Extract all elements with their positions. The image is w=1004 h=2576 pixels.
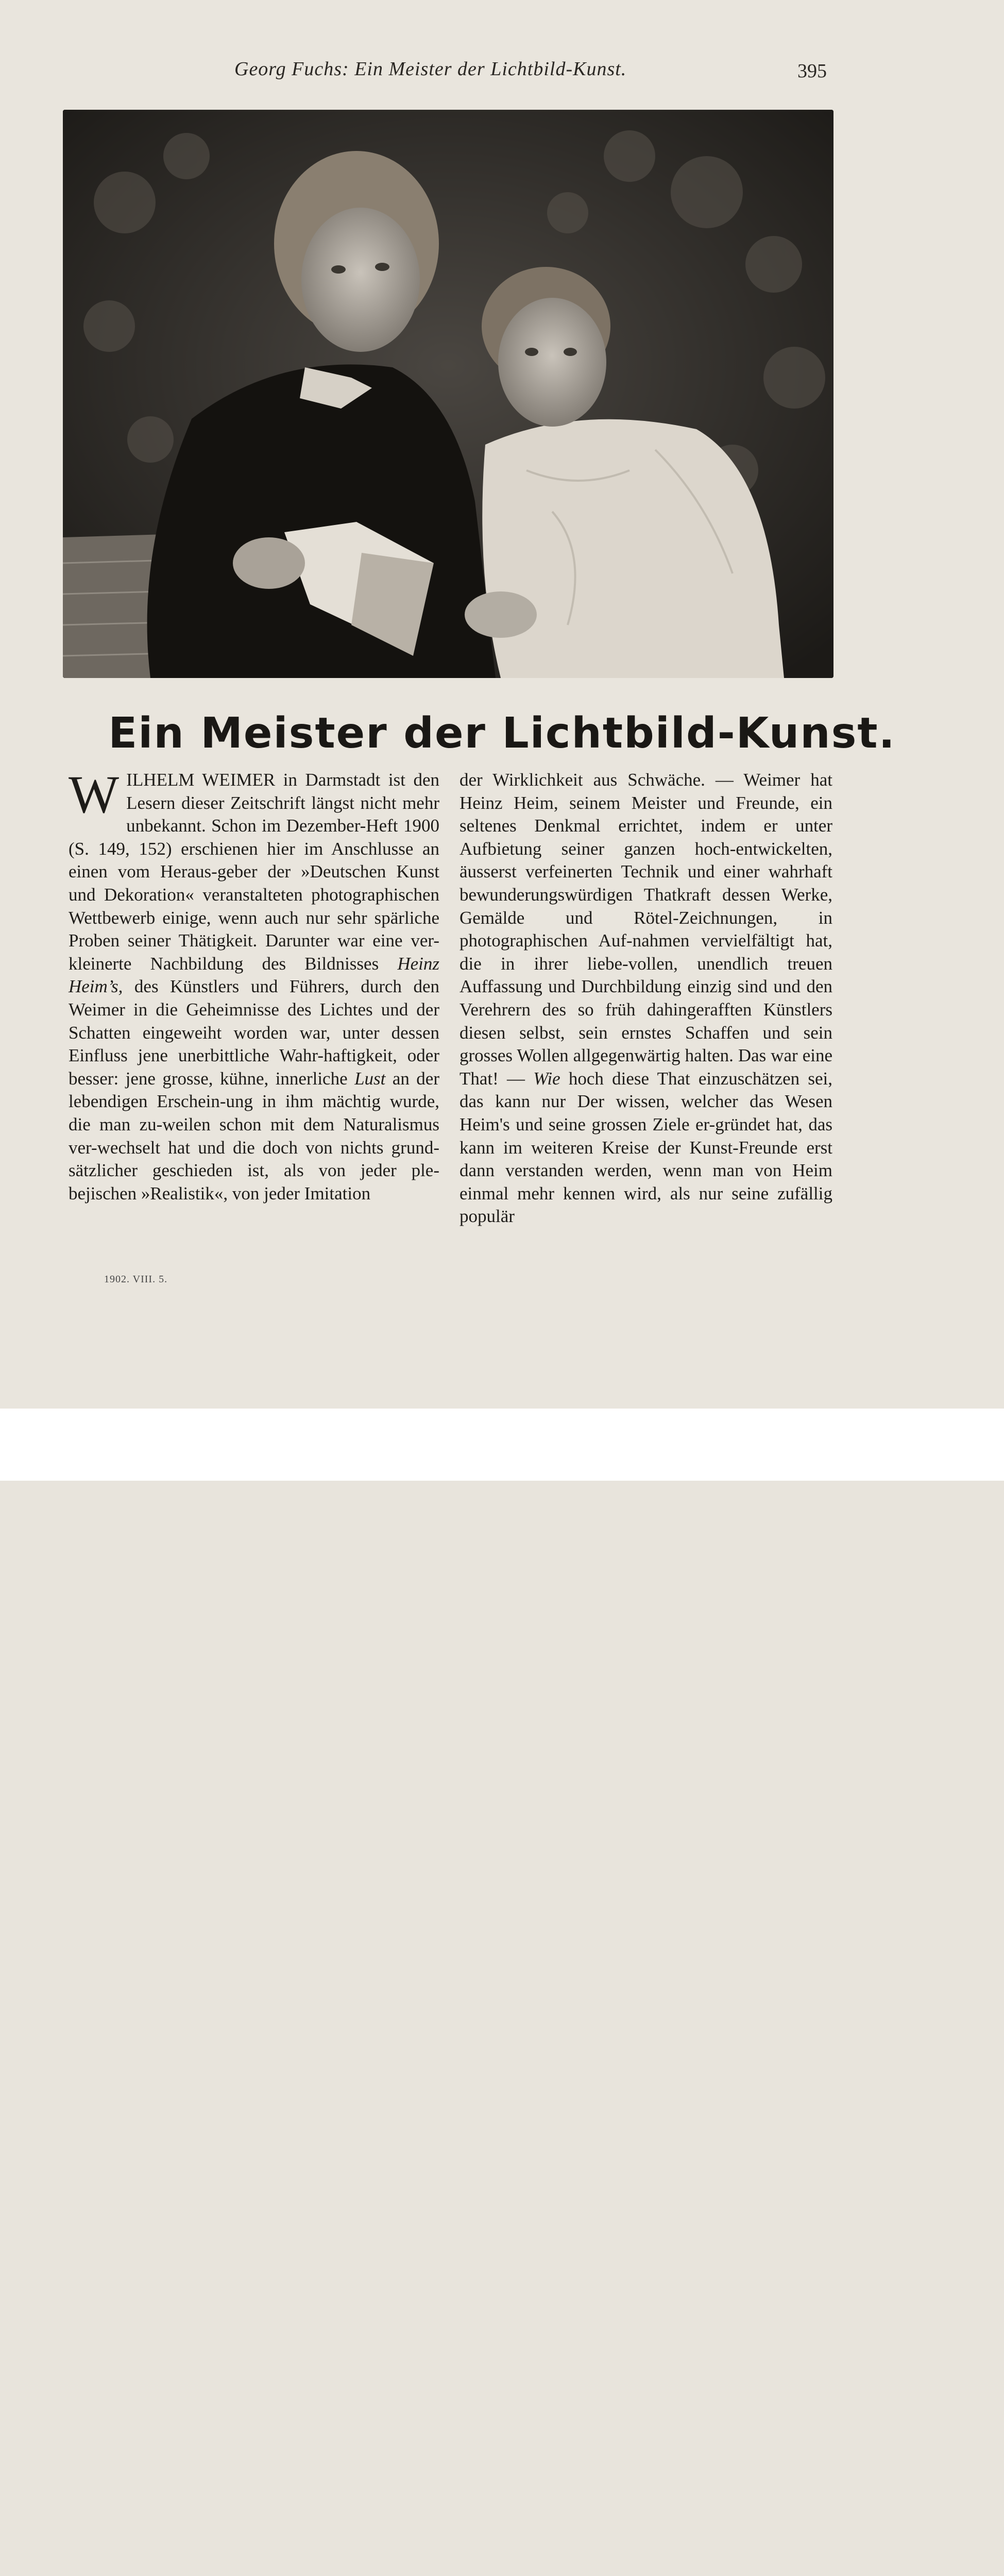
italic-word: Lust [354,1068,386,1089]
running-header: Georg Fuchs: Ein Meister der Lichtbild-Kunst. [234,58,627,80]
article-title: Ein Meister der Lichtbild-Kunst. [108,709,896,758]
italic-name: Heinz Heim’s, [69,953,439,997]
paragraph [460,769,832,1228]
paragraph [69,765,439,1205]
portrait-photograph [63,110,833,678]
paragraph-text: der Wirklichkeit aus Schwäche. — Weimer hat Heinz Heim, seinem Meister und Freunde, ein seltenes Denkmal errichtet, indem er unter Aufbietung seiner ganzen hoch-entwickelten, äusserst verfeinerten Technik und einer wahrhaft bewunderungswürdigen Thatkraft dessen Werke, Gemälde und Rötel-Zeichnungen, in photographischen Auf-nahmen vervielfältigt hat, die in ihrer liebe-vollen, unendlich treuen Auffassung und Durchbildung einzig sind und den Verehrern des so früh dahingerafften Künstlers diesen selbst, sein ernstes Schaffen und sein grosses Wollen allgegenwärtig halten. Das war eine That! — [460,770,832,1089]
page-number: 395 [797,60,827,82]
italic-word: Wie [533,1068,560,1089]
text-column-left [69,765,439,1205]
photo-illustration [63,110,833,678]
paragraph-text: ILHELM WEIMER in Darmstadt ist den Lesern dieser Zeitschrift längst nicht mehr unbekannt. Schon im Dezember-Heft 1900 (S. 149, 152) erschienen hier im Anschlusse an einen vom Heraus-geber der »Deutschen Kunst und Dekoration« veranstalteten photographischen Wettbewerb einige, wenn auch nur sehr spärliche Proben seiner Thätigkeit. Darunter war eine ver-kleinerte Nachbildung des Bildnisses [69,770,439,974]
viewer-footer [0,1409,1004,1481]
paragraph-text: des Künstlers und Führers, durch den Weimer in die Geheimnisse des Lichtes und der Schatten eingeweiht worden war, unter dessen Einfluss jene unerbittliche Wahr-haftigkeit, oder besser: jene grosse, kühne, innerliche [69,976,439,1089]
paragraph-text: an der lebendigen Erschein-ung in ihm mächtig wurde, die man zu-weilen schon mit dem Naturalismus ver-wechselt hat und die doch von nichts grund-sätzlicher geschieden ist, als von jeder ple-bejischen »Realistik«, von jeder Imitation [69,1068,439,1204]
paragraph-text: hoch diese That einzuschätzen sei, das kann nur Der wissen, welcher das Wesen Heim's und seine grossen Ziele er-gründet hat, das kann im weiteren Kreise der Kunst-Freunde erst dann verstanden werden, wenn man von Heim einmal mehr kennen wird, als nur seine zufällig populär [460,1068,832,1227]
drop-cap: W [69,765,120,824]
text-column-right [460,769,832,1228]
print-signature: 1902. VIII. 5. [104,1274,168,1285]
